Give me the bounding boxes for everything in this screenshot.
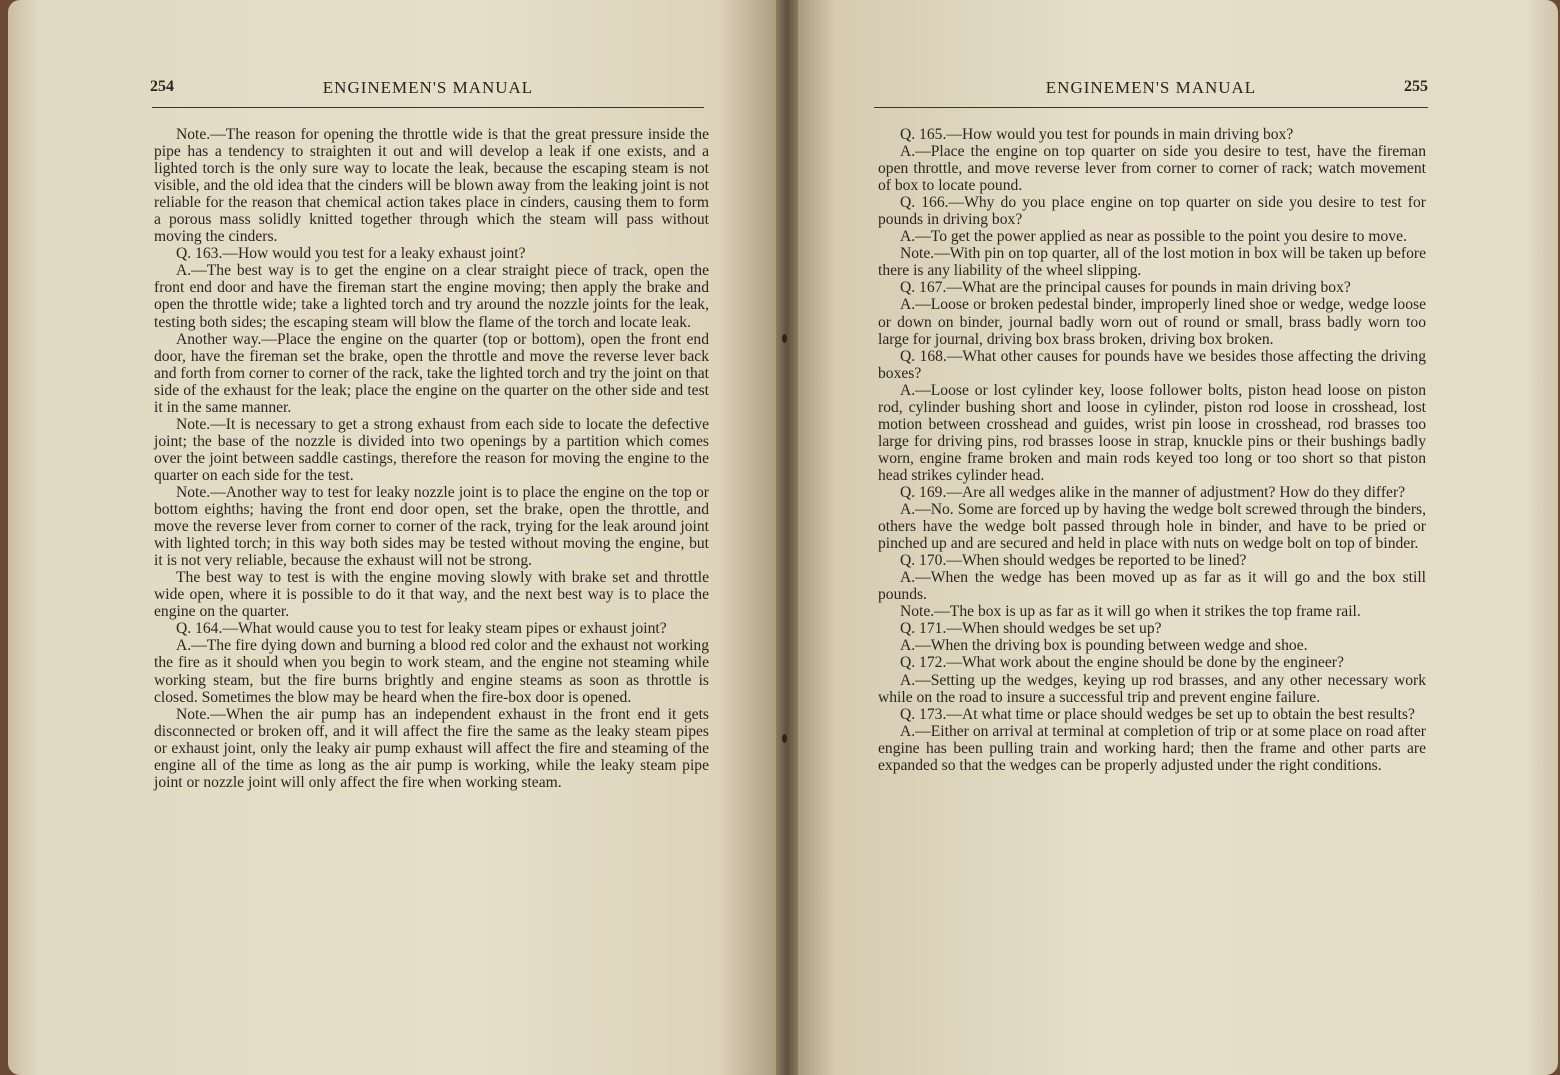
paragraph: A.—Setting up the wedges, keying up rod brasses, and any other necessary work while on the road to insure a successful trip and prevent engine failure. bbox=[878, 671, 1426, 706]
stitch-mark bbox=[782, 734, 787, 743]
paragraph: A.—Loose or lost cylinder key, loose follower bolts, piston head loose on piston rod, cylinder bushing short and loose in cylinder, piston rod loose in crosshead, lost motion between crosshead and guides, wrist pin loose in crosshead, rod brasses too large for driving pins, rod brasses loose in strap, knuckle pins or their bushings badly worn, engine frame broken and main rods keyed too long or too short so that piston head strikes cylinder head. bbox=[878, 381, 1426, 484]
paragraph: Note.—It is necessary to get a strong exhaust from each side to locate the defective joint; the base of the nozzle is divided into two openings by a partition which comes over the joint between saddle castings, therefore the reason for moving the engine to the quarter on each side for the test. bbox=[154, 415, 709, 484]
left-running-title: ENGINEMEN'S MANUAL bbox=[322, 78, 534, 97]
paragraph: Note.—The box is up as far as it will go when it strikes the top frame rail. bbox=[900, 603, 1361, 621]
paragraph: A.—The best way is to get the engine on a clear straight piece of track, open the front end door and have the fireman start the engine moving; then apply the brake and open the throttle wide; take a lighted torch and try around the nozzle joints for the leak, testing both sides; the escaping steam will blow the flame of the torch and locate leak. bbox=[154, 262, 709, 331]
paragraph: Q. 169.—Are all wedges alike in the manner of adjustment? How do they differ? bbox=[900, 483, 1406, 501]
paragraph: A.—To get the power applied as near as possible to the point you desire to move. bbox=[900, 228, 1407, 246]
paragraph: Q. 170.—When should wedges be reported to be lined? bbox=[900, 552, 1247, 570]
right-page-number: 255 bbox=[1404, 78, 1428, 95]
paragraph: A.—Loose or broken pedestal binder, improperly lined shoe or wedge, wedge loose or down on binder, journal badly worn out of round or small, brass badly worn too large for journal, driving box brass broken, driving box broken. bbox=[878, 296, 1426, 348]
paragraph: Q. 173.—At what time or place should wedges be set up to obtain the best results? bbox=[900, 705, 1415, 723]
paragraph: A.—Place the engine on top quarter on side you desire to test, have the fireman open throttle, and move reverse lever from corner to corner of rack; watch movement of box to locate pound. bbox=[878, 143, 1426, 195]
right-header-rule bbox=[874, 107, 1428, 108]
paragraph: A.—The fire dying down and burning a blood red color and the exhaust not working the fire as it should when you begin to work steam, and the engine not steaming while working steam, but the fire burns brightly and engine steams as soon as throttle is closed. Sometimes the blow may be heard when the fire-box door is opened. bbox=[154, 637, 709, 706]
left-page bbox=[8, 0, 780, 1075]
paragraph: Q. 165.—How would you test for pounds in main driving box? bbox=[900, 126, 1294, 143]
paragraph: A.—When the driving box is pounding between wedge and shoe. bbox=[900, 637, 1308, 655]
paragraph: Q. 171.—When should wedges be set up? bbox=[900, 620, 1162, 638]
right-page bbox=[790, 0, 1558, 1075]
paragraph: The best way to test is with the engine moving slowly with brake set and throttle wide open, where it is possible to do it that way, and the next best way is to place the engine on the quarter. bbox=[154, 569, 709, 621]
paragraph: Q. 164.—What would cause you to test for leaky steam pipes or exhaust joint? bbox=[176, 620, 667, 638]
paragraph: A.—Either on arrival at terminal at completion of trip or at some place on road after engine has been pulling train and working hard; then the frame and other parts are expanded so that the wedges can be properly adjusted under the right conditions. bbox=[878, 722, 1426, 774]
paragraph: A.—No. Some are forced up by having the wedge bolt screwed through the binders, others have the wedge bolt passed through hole in binder, and have to be pried or pinched up and are secured and held in place with nuts on wedge bolt on top of binder. bbox=[878, 501, 1426, 553]
paragraph: Note.—With pin on top quarter, all of the lost motion in box will be taken up before there is any liability of the wheel slipping. bbox=[878, 245, 1426, 280]
right-page-body bbox=[878, 126, 1426, 774]
left-header-rule bbox=[152, 107, 704, 108]
paragraph: Note.—Another way to test for leaky nozzle joint is to place the engine on the top or bottom eighths; having the front end door open, set the brake, open the throttle, and move the reverse lever from corner to corner of the rack, trying for the leak around joint with lighted torch; in this way both sides may be tested without moving the engine, but it is not very reliable, because the exhaust will not be strong. bbox=[154, 483, 709, 570]
right-running-title: ENGINEMEN'S MANUAL bbox=[1045, 78, 1257, 97]
book-gutter bbox=[776, 0, 798, 1075]
stitch-mark bbox=[782, 334, 787, 343]
paragraph: Q. 166.—Why do you place engine on top quarter on side you desire to test for pounds in driving box? bbox=[878, 194, 1426, 229]
left-page-body bbox=[154, 126, 709, 791]
left-page-number: 254 bbox=[150, 78, 174, 95]
right-running-head bbox=[874, 78, 1428, 104]
paragraph: Q. 163.—How would you test for a leaky exhaust joint? bbox=[176, 245, 526, 263]
left-running-head bbox=[150, 78, 706, 104]
paragraph: Note.—When the air pump has an independent exhaust in the front end it gets disconnected or broken off, and it will affect the fire the same as the leaky steam pipes or exhaust joint, only the leaky air pump exhaust will affect the fire and steaming of the engine all of the time as long as the air pump is working, while the leaky steam pipe joint or nozzle joint will only affect the fire when working steam. bbox=[154, 705, 709, 791]
paragraph: Q. 168.—What other causes for pounds have we besides those affecting the driving boxes? bbox=[878, 347, 1426, 382]
paragraph: Another way.—Place the engine on the quarter (top or bottom), open the front end door, have the fireman set the brake, open the throttle and move the reverse lever back and forth from corner to corner of the rack, take the lighted torch and try the joint on that side of the exhaust for the leak; place the engine on the quarter on the other side and test it in the same manner. bbox=[154, 330, 709, 416]
paragraph: Q. 172.—What work about the engine should be done by the engineer? bbox=[900, 654, 1344, 672]
paragraph: Q. 167.—What are the principal causes for pounds in main driving box? bbox=[900, 279, 1351, 297]
paragraph: A.—When the wedge has been moved up as far as it will go and the box still pounds. bbox=[878, 569, 1426, 604]
paragraph: Note.—The reason for opening the throttle wide is that the great pressure inside the pipe has a tendency to straighten it out and will develop a leak if one exists, and a lighted torch is the only sure way to locate the leak, because the escaping steam is not visible, and the old idea that the cinders will be blown away from the leaking joint is not reliable for the reason that chemical action takes place in cinders, causing them to form a porous mass solidly knitted together through which the steam will pass without moving the cinders. bbox=[154, 126, 709, 246]
